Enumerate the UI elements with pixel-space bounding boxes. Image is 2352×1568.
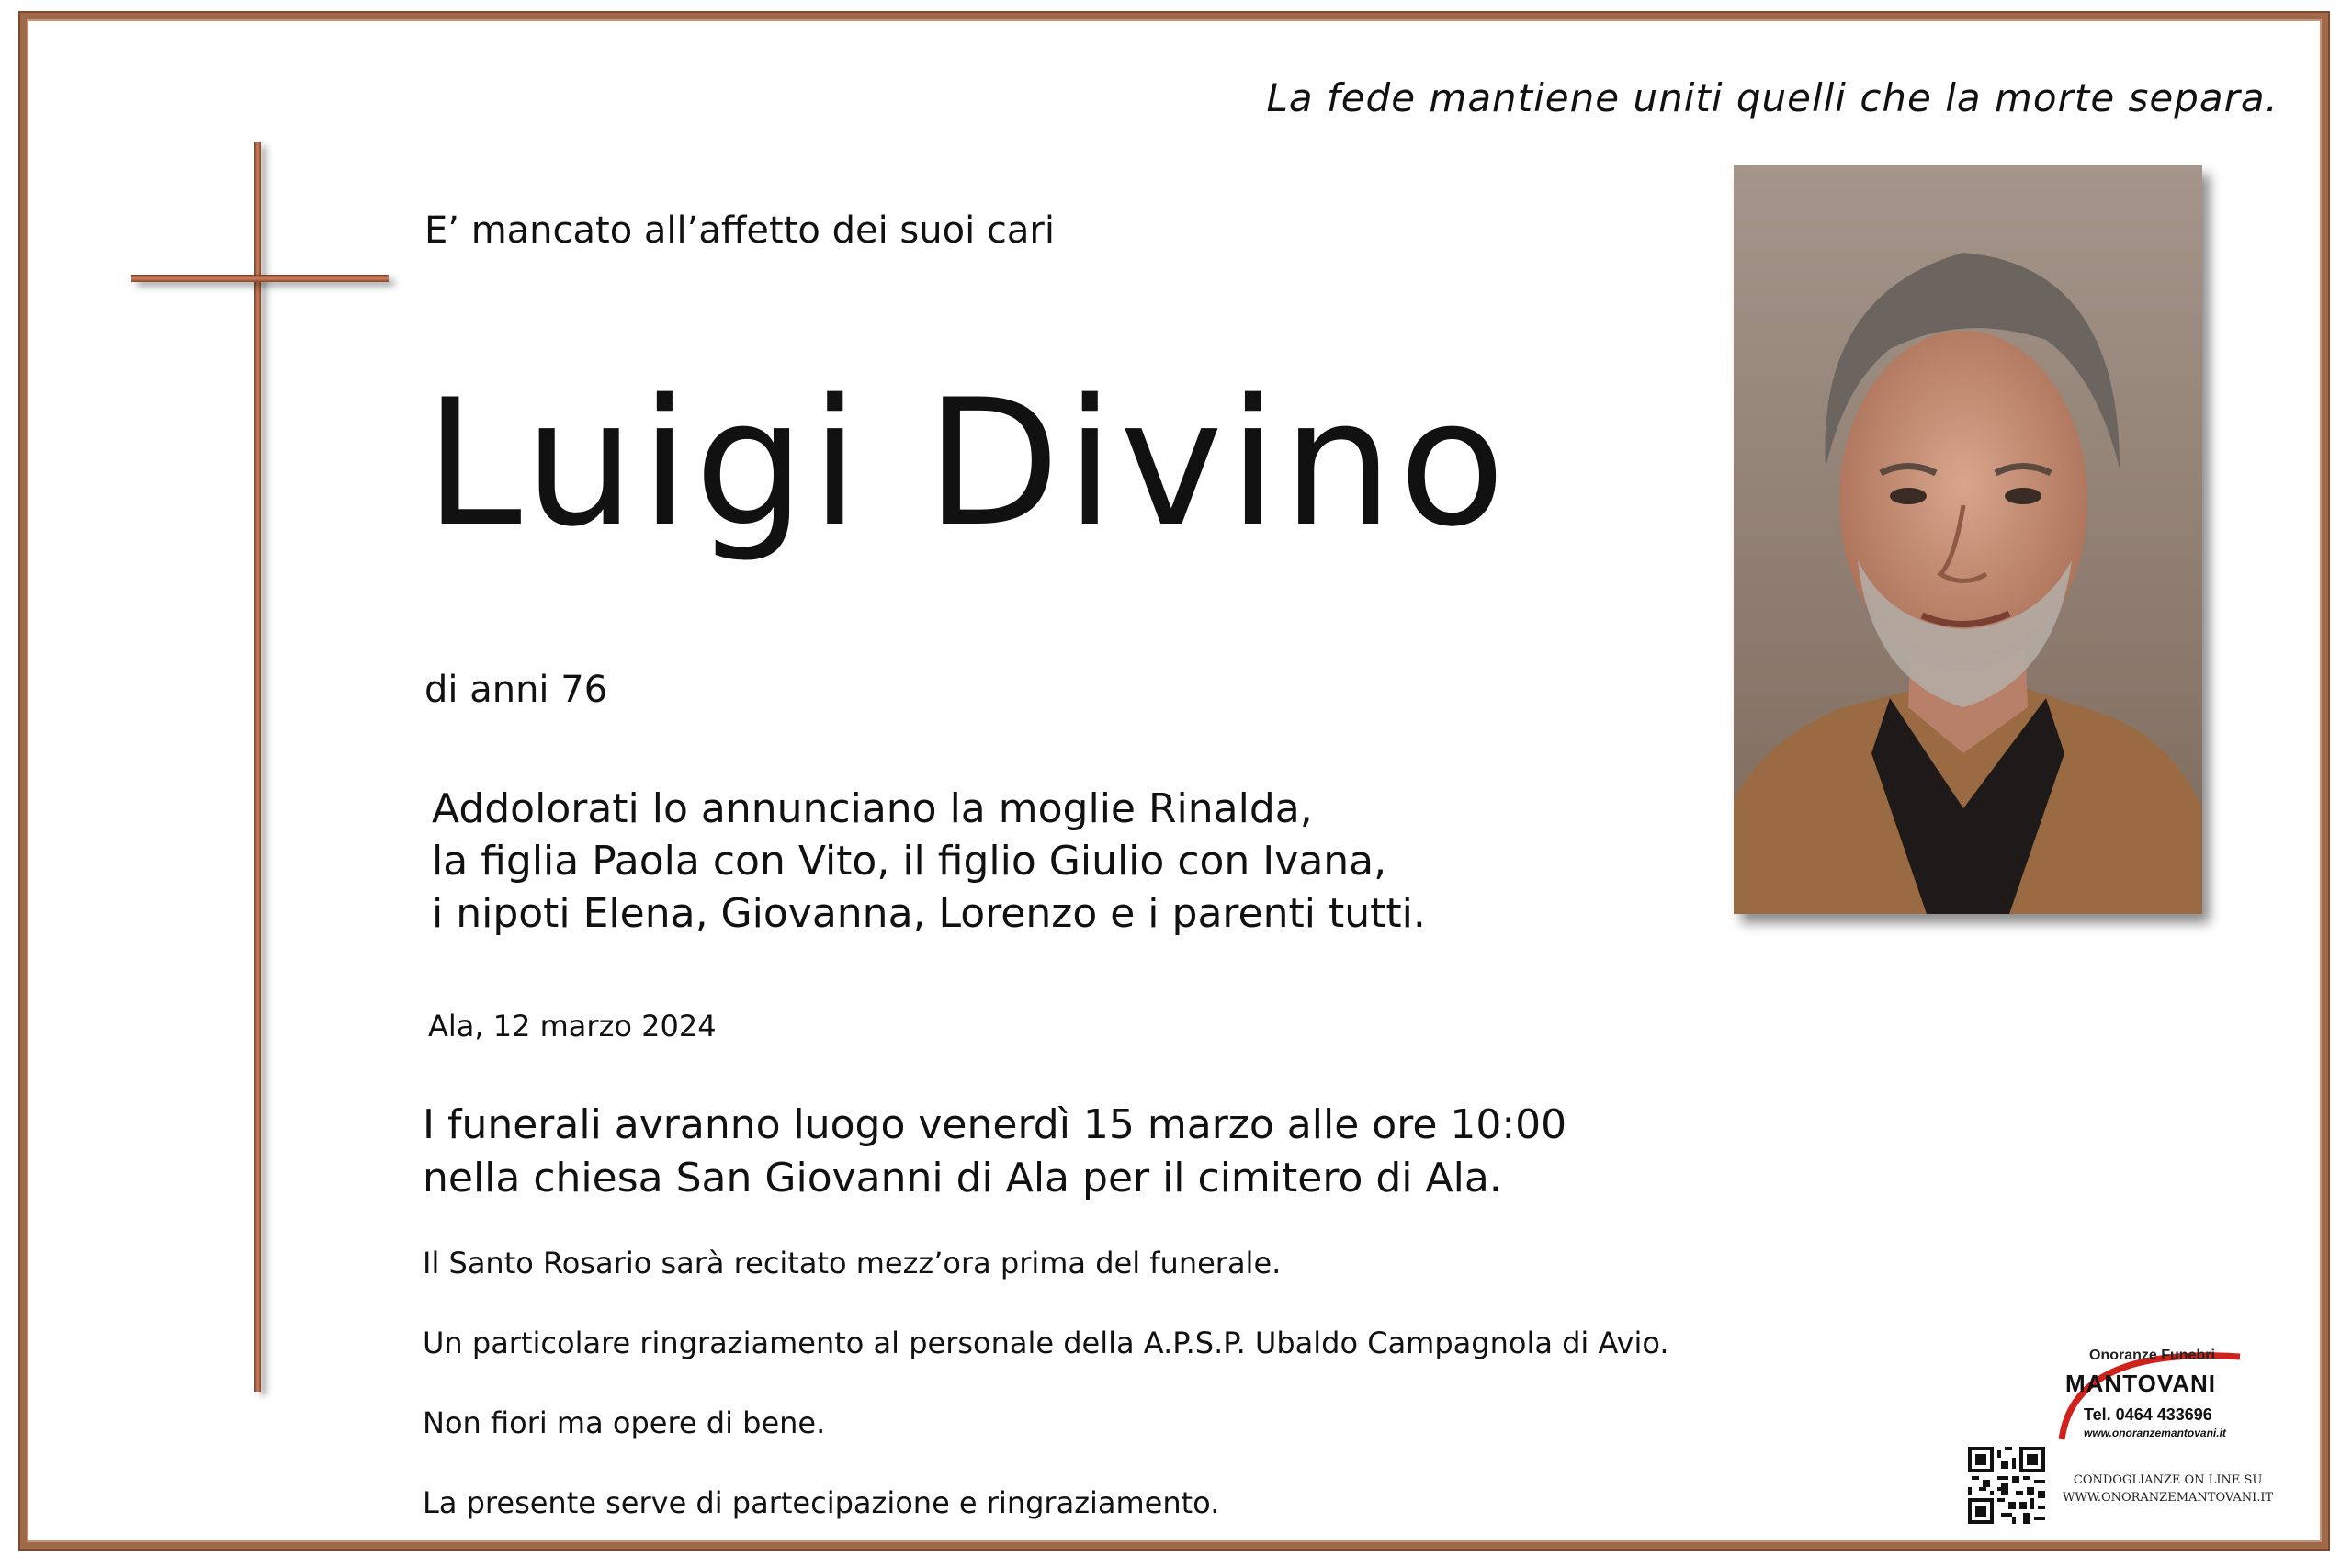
flowers-note: Non fiori ma opere di bene. xyxy=(423,1405,826,1440)
cross-icon xyxy=(254,142,261,1392)
deceased-name: Luigi Divino xyxy=(424,362,1511,565)
agency-logo xyxy=(2056,1337,2277,1447)
thanks-note: Un particolare ringraziamento al personale della A.P.S.P. Ubaldo Campagnola di Avio. xyxy=(423,1325,1669,1360)
participation-note: La presente serve di partecipazione e ringraziamento. xyxy=(423,1485,1220,1520)
agency-phone: Tel. 0464 433696 xyxy=(2084,1405,2212,1424)
cross-icon-crossbar xyxy=(131,275,389,282)
agency-website: www.onoranzemantovani.it xyxy=(2084,1427,2226,1439)
intro-text: E’ mancato all’affetto dei suoi cari xyxy=(424,209,1055,252)
quote: La fede mantiene uniti quelli che la morte separa. xyxy=(1266,75,2278,120)
qr-code-icon xyxy=(1968,1447,2045,1524)
agency-subtitle: Onoranze Funebri xyxy=(2089,1348,2215,1363)
funeral-details: I funerali avranno luogo venerdì 15 marzo alle ore 10:00 nella chiesa San Giovanni di Ala per il cimitero di Ala. xyxy=(423,1101,1567,1201)
age-text: di anni 76 xyxy=(424,669,608,711)
family-announcement: Addolorati lo annunciano la moglie Rinalda, la figlia Paola con Vito, il figlio Giulio con Ivana, i nipoti Elena, Giovanna, Lorenzo e i parenti tutti. xyxy=(432,785,1426,937)
portrait-photo xyxy=(1734,165,2202,914)
agency-name: MANTOVANI xyxy=(2065,1370,2217,1397)
portrait-illustration xyxy=(1734,165,2202,914)
rosary-note: Il Santo Rosario sarà recitato mezz’ora prima del funerale. xyxy=(423,1246,1282,1280)
condolences-online: CONDOGLIANZE ON LINE SU WWW.ONORANZEMANTOVANI.IT xyxy=(2063,1473,2274,1505)
place-date: Ala, 12 marzo 2024 xyxy=(428,1009,717,1043)
